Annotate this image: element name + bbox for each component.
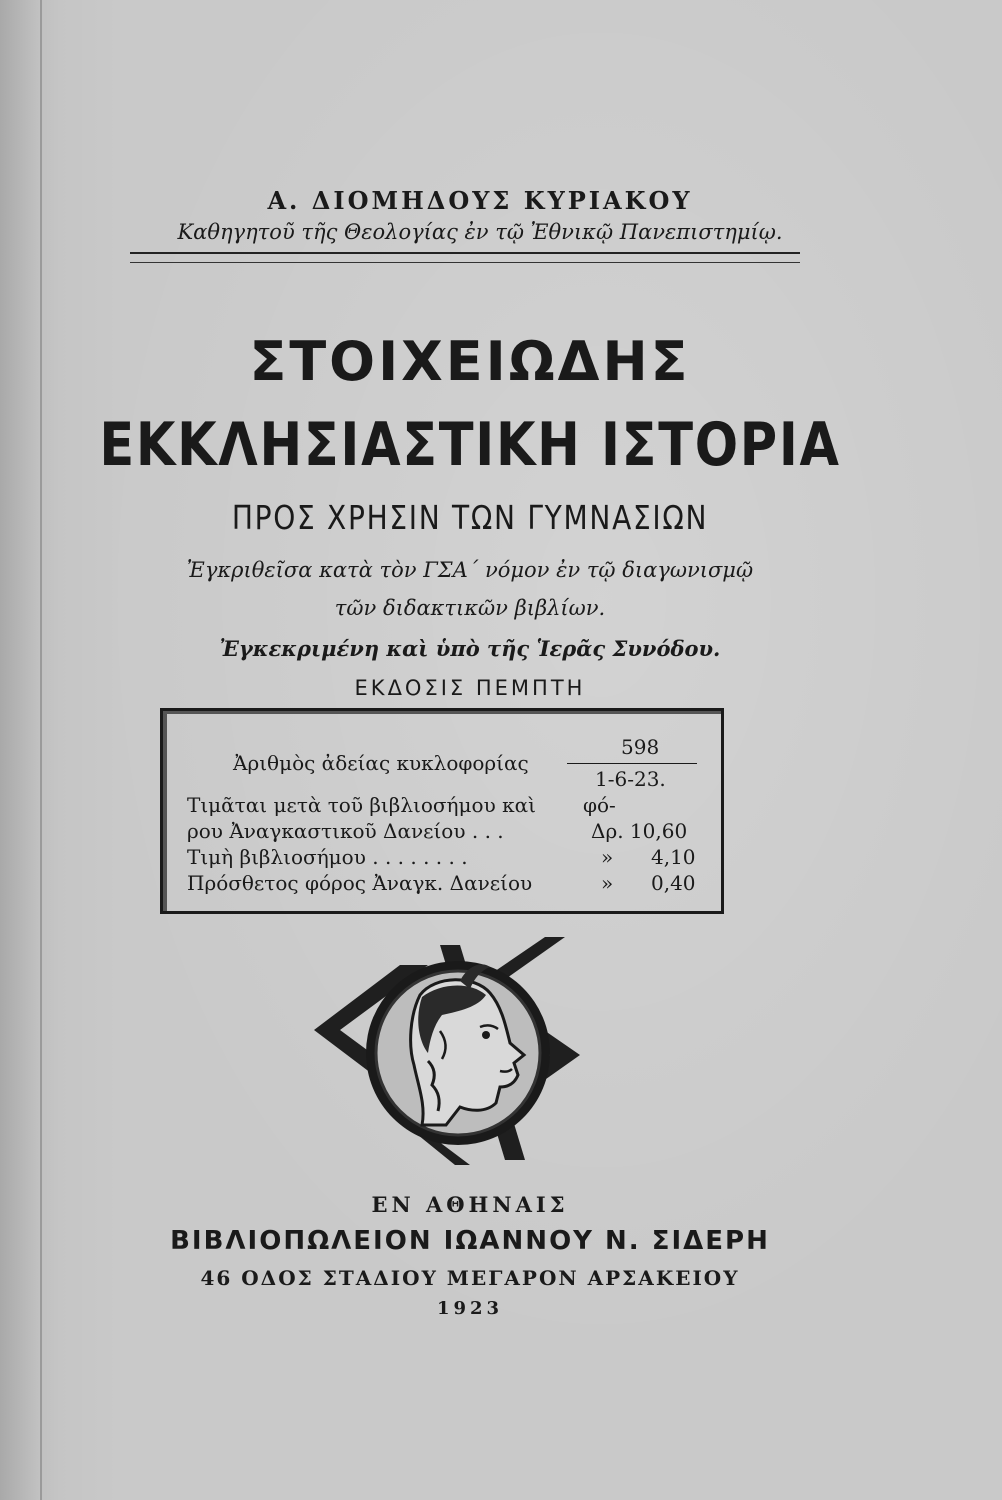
price-box xyxy=(160,708,724,914)
price-row-1-cont: φό- xyxy=(583,793,616,817)
divider-rule-thin xyxy=(130,262,800,263)
approval-line-2: τῶν διδακτικῶν βιβλίων. xyxy=(334,596,606,620)
price-row-2-label: ρου Ἀναγκαστικοῦ Δανείου . . . xyxy=(187,819,504,843)
price-row-4-value: 0,40 xyxy=(651,871,696,895)
fraction-line xyxy=(567,763,697,764)
approval-line-1: Ἐγκριθεῖσα κατὰ τὸν ΓΣΑ΄ νόμον ἐν τῷ διαγωνισμῷ xyxy=(186,558,754,582)
price-row-3-label: Τιμὴ βιβλιοσήμου . . . . . . . . xyxy=(187,845,468,869)
price-row-3-mark: » xyxy=(601,845,614,869)
approval-line-3: Ἐγκεκριμένη καὶ ὑπὸ τῆς Ἱερᾶς Συνόδου. xyxy=(219,636,721,661)
title-line-2: ΕΚΚΛΗΣΙΑΣΤΙΚΗ ΙΣΤΟΡΙΑ xyxy=(99,410,841,480)
author-name: Α. ΔΙΟΜΗΔΟΥΣ ΚΥΡΙΑΚΟΥ xyxy=(267,186,693,215)
price-row-2-value: Δρ. 10,60 xyxy=(591,819,688,843)
subtitle: ΠΡΟΣ ΧΡΗΣΙΝ ΤΩΝ ΓΥΜΝΑΣΙΩΝ xyxy=(231,498,709,537)
imprint-city: ΕΝ ΑΘΗΝΑΙΣ xyxy=(371,1192,569,1217)
title-line-1: ΣΤΟΙΧΕΙΩΔΗΣ xyxy=(249,330,691,393)
imprint-publisher: ΒΙΒΛΙΟΠΩΛΕΙΟΝ ΙΩΑΝΝΟΥ Ν. ΣΙΔΕΡΗ xyxy=(170,1226,770,1256)
price-row-4-mark: » xyxy=(601,871,614,895)
license-date: 1-6-23. xyxy=(595,767,666,791)
license-label: Ἀριθμὸς ἀδείας κυκλοφορίας xyxy=(233,751,529,775)
edition-label: ΕΚΔΟΣΙΣ ΠΕΜΠΤΗ xyxy=(354,676,586,700)
imprint-address: 46 ΟΔΟΣ ΣΤΑΔΙΟΥ ΜΕΓΑΡΟΝ ΑΡΣΑΚΕΙΟΥ xyxy=(200,1266,740,1290)
license-number: 598 xyxy=(621,735,660,759)
price-row-4-label: Πρόσθετος φόρος Ἀναγκ. Δανείου xyxy=(187,871,533,895)
author-position: Καθηγητοῦ τῆς Θεολογίας ἐν τῷ Ἐθνικῷ Πανεπιστημίῳ. xyxy=(177,220,783,244)
athena-head-seal-icon xyxy=(310,935,590,1175)
price-row-1-text: Τιμᾶται μετὰ τοῦ βιβλιοσήμου καὶ xyxy=(187,793,536,817)
divider-rule xyxy=(130,252,800,254)
price-row-3-value: 4,10 xyxy=(651,845,696,869)
imprint-year: 1923 xyxy=(436,1298,504,1319)
